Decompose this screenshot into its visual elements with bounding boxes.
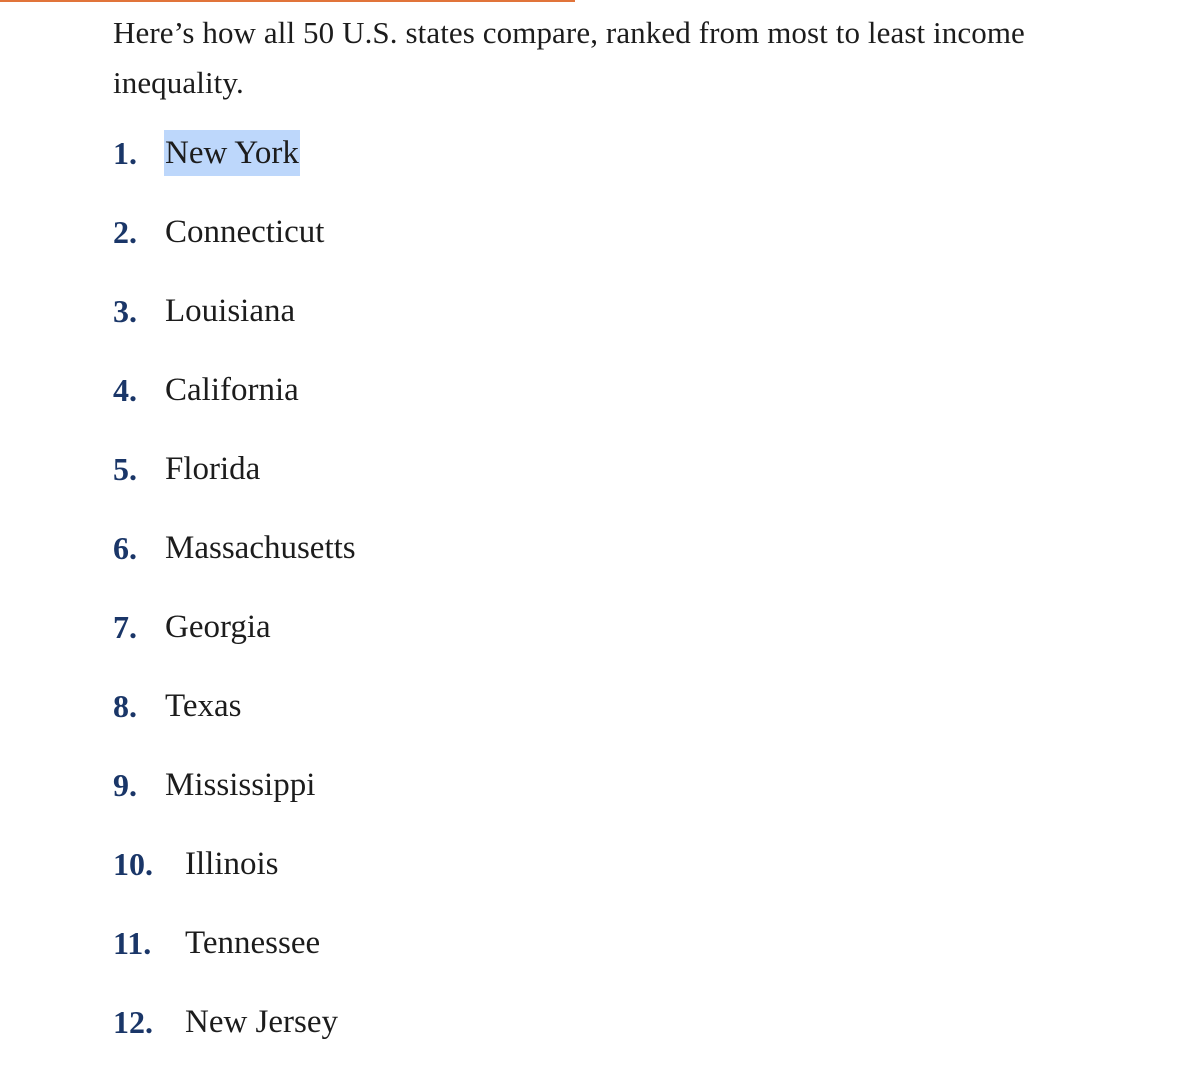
rank-number: 12. xyxy=(113,1004,153,1040)
state-name: New Jersey xyxy=(185,1004,339,1040)
list-item xyxy=(113,288,356,367)
list-item xyxy=(113,446,356,525)
list-item xyxy=(113,604,356,683)
intro-paragraph: Here’s how all 50 U.S. states compare, ranked from most to least income inequality. xyxy=(113,15,1025,100)
rank-number: 6. xyxy=(113,530,137,566)
state-name: Massachusetts xyxy=(165,530,356,566)
state-name-selected[interactable]: New York xyxy=(164,130,300,176)
rank-number: 3. xyxy=(113,293,137,329)
state-name: California xyxy=(165,372,299,408)
state-name: Georgia xyxy=(165,609,271,645)
list-item xyxy=(113,920,356,999)
rank-number: 9. xyxy=(113,767,137,803)
rank-number: 10. xyxy=(113,846,153,882)
state-name: Mississippi xyxy=(165,767,316,803)
rank-number: 5. xyxy=(113,451,137,487)
state-name: Florida xyxy=(165,451,261,487)
rank-number: 11. xyxy=(113,925,152,961)
state-name: Connecticut xyxy=(165,214,325,250)
state-name: Texas xyxy=(165,688,242,724)
list-item xyxy=(113,367,356,446)
list-item xyxy=(113,841,356,920)
rank-number: 2. xyxy=(113,214,137,250)
list-item xyxy=(113,525,356,604)
state-name: Illinois xyxy=(185,846,279,882)
state-name: Tennessee xyxy=(185,925,321,961)
rank-number: 1. xyxy=(113,135,137,171)
state-name: Louisiana xyxy=(165,293,296,329)
state-ranking-list xyxy=(113,130,356,1078)
rank-number: 4. xyxy=(113,372,137,408)
list-item xyxy=(113,762,356,841)
list-item xyxy=(113,130,356,209)
list-item xyxy=(113,683,356,762)
rank-number: 8. xyxy=(113,688,137,724)
list-item xyxy=(113,209,356,288)
rank-number: 7. xyxy=(113,609,137,645)
article-body xyxy=(113,0,1113,1040)
